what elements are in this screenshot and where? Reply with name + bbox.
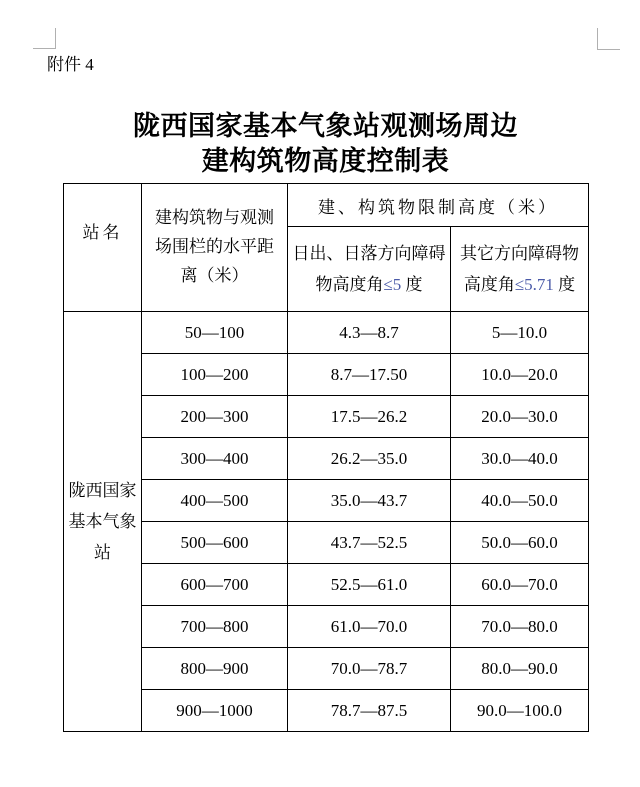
header-other-direction-label: [456, 238, 584, 300]
distance-cell: 300—400: [142, 438, 288, 480]
margin-crop-mark-top-right: [597, 28, 620, 50]
station-name-cell: [64, 312, 142, 732]
table-row: [64, 354, 589, 396]
sunrise-limit-cell: 61.0—70.0: [288, 606, 451, 648]
other-limit-cell: 30.0—40.0: [451, 438, 589, 480]
other-limit-cell: 5—10.0: [451, 312, 589, 354]
other-limit-cell: 40.0—50.0: [451, 480, 589, 522]
table-row: [64, 606, 589, 648]
sunrise-label-prefix: 日出、日落方向障碍物高度角: [292, 244, 446, 294]
title-line-2: 建构筑物高度控制表: [201, 146, 450, 176]
header-sunrise-direction: [288, 227, 451, 312]
table-row: [64, 438, 589, 480]
attachment-label: 附件 4: [47, 55, 94, 74]
other-limit-cell: 60.0—70.0: [451, 564, 589, 606]
title-line-1: 陇西国家基本气象站观测场周边: [133, 111, 518, 141]
sunrise-threshold-value: ≤5: [383, 275, 402, 294]
station-name-text: 陇西国家基本气象站: [68, 481, 137, 562]
distance-cell: 200—300: [142, 396, 288, 438]
table-row: [64, 396, 589, 438]
header-horizontal-distance-label: 建构筑物与观测场围栏的水平距离（米）: [155, 208, 274, 285]
distance-cell: 600—700: [142, 564, 288, 606]
sunrise-limit-cell: 35.0—43.7: [288, 480, 451, 522]
sunrise-limit-cell: 8.7—17.50: [288, 354, 451, 396]
table-row: [64, 522, 589, 564]
other-label-suffix: 度: [553, 275, 576, 294]
document-title: [63, 109, 588, 179]
other-limit-cell: 70.0—80.0: [451, 606, 589, 648]
sunrise-limit-cell: 17.5—26.2: [288, 396, 451, 438]
other-limit-cell: 80.0—90.0: [451, 648, 589, 690]
distance-cell: 800—900: [142, 648, 288, 690]
other-limit-cell: 90.0—100.0: [451, 690, 589, 732]
distance-cell: 700—800: [142, 606, 288, 648]
table-row: [64, 564, 589, 606]
header-sunrise-direction-label: [290, 238, 448, 300]
distance-cell: 400—500: [142, 480, 288, 522]
header-other-direction: [451, 227, 589, 312]
header-station-name: [64, 184, 142, 312]
distance-cell: 100—200: [142, 354, 288, 396]
sunrise-limit-cell: 52.5—61.0: [288, 564, 451, 606]
height-control-table: [63, 183, 589, 732]
sunrise-limit-cell: 26.2—35.0: [288, 438, 451, 480]
header-horizontal-distance: [142, 184, 288, 312]
other-limit-cell: 10.0—20.0: [451, 354, 589, 396]
sunrise-limit-cell: 43.7—52.5: [288, 522, 451, 564]
sunrise-limit-cell: 78.7—87.5: [288, 690, 451, 732]
table-row: [64, 480, 589, 522]
distance-cell: 500—600: [142, 522, 288, 564]
distance-cell: 50—100: [142, 312, 288, 354]
other-threshold-value: ≤5.71: [514, 275, 554, 294]
other-limit-cell: 50.0—60.0: [451, 522, 589, 564]
margin-crop-mark-top-left: [33, 28, 56, 49]
header-limit-height-group: 建、构筑物限制高度（米）: [288, 184, 589, 227]
table-row: [64, 312, 589, 354]
other-limit-cell: 20.0—30.0: [451, 396, 589, 438]
header-station-name-label: 站名: [82, 223, 123, 242]
sunrise-limit-cell: 4.3—8.7: [288, 312, 451, 354]
other-label-prefix: 其它方向障碍物高度角: [460, 244, 579, 294]
distance-cell: 900—1000: [142, 690, 288, 732]
sunrise-label-suffix: 度: [401, 275, 423, 294]
sunrise-limit-cell: 70.0—78.7: [288, 648, 451, 690]
table-row: [64, 690, 589, 732]
table-row: [64, 648, 589, 690]
